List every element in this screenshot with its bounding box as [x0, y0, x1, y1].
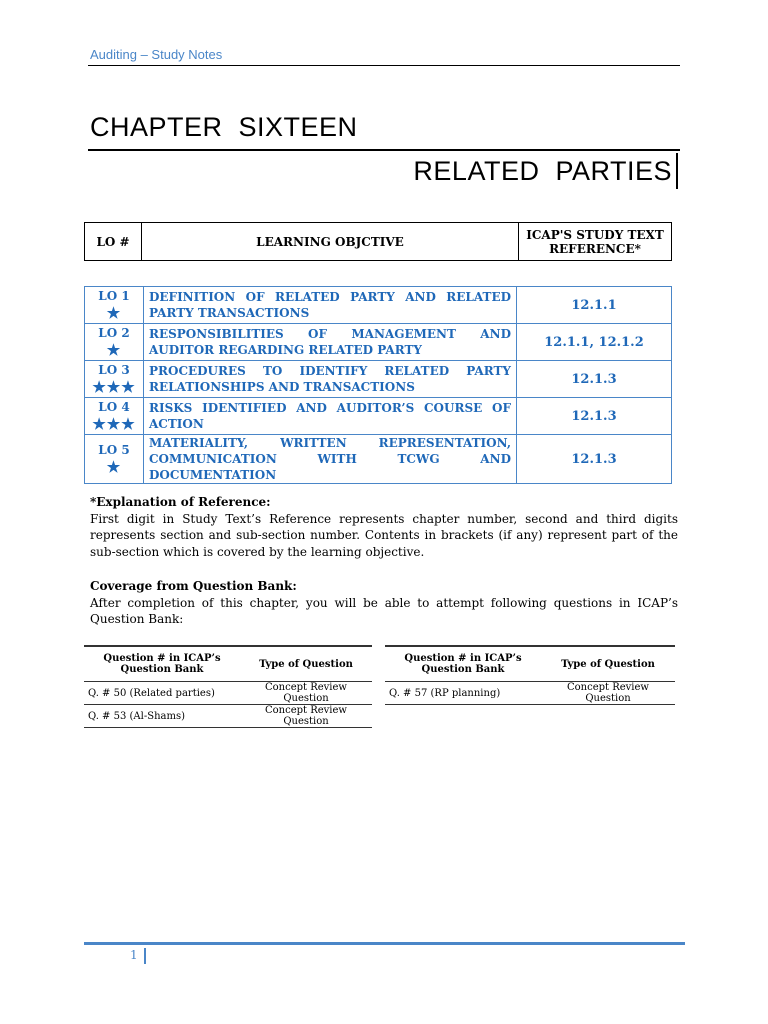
reference-cell: 12.1.3 [517, 435, 672, 484]
page-number: 1 [130, 948, 146, 964]
table-row [84, 682, 372, 705]
explanation-section [90, 494, 678, 560]
objective-cell: MATERIALITY, WRITTEN REPRESENTATION, COMMUNICATION WITH TCWG AND DOCUMENTATION [144, 435, 517, 484]
question-cell: Q. # 50 (Related parties) [84, 682, 240, 705]
coverage-section [90, 578, 678, 628]
question-column-header: Question # in ICAP’s Question Bank [385, 646, 541, 682]
reference-cell: 12.1.1, 12.1.2 [517, 324, 672, 361]
star-icon: ★★★ [92, 415, 136, 433]
star-icon: ★ [106, 458, 122, 476]
reference-cell: 12.1.3 [517, 398, 672, 435]
question-cell: Q. # 53 (Al-Shams) [84, 705, 240, 728]
reference-column-header: ICAP'S STUDY TEXT REFERENCE* [519, 223, 672, 261]
type-column-header: Type of Question [541, 646, 675, 682]
lo-cell [85, 398, 144, 435]
coverage-heading: Coverage from Question Bank: [90, 579, 297, 593]
table-row [385, 682, 675, 705]
header-rule [88, 65, 680, 66]
lo-column-header: LO # [85, 223, 142, 261]
reference-cell: 12.1.1 [517, 287, 672, 324]
explanation-text: First digit in Study Text’s Reference represents chapter number, second and third digits represents section and sub-section number. Contents in brackets (if any) represent part of the sub-section which is covered by the learning objective. [90, 511, 678, 559]
question-bank-table-left [84, 645, 372, 728]
explanation-heading: *Explanation of Reference: [90, 495, 271, 509]
objective-column-header: LEARNING OBJCTIVE [142, 223, 519, 261]
table-row [85, 435, 672, 484]
objective-cell: RESPONSIBILITIES OF MANAGEMENT AND AUDITOR REGARDING RELATED PARTY [144, 324, 517, 361]
lo-number: LO 1 [98, 289, 130, 303]
question-bank-table-right [385, 645, 675, 705]
objective-cell: DEFINITION OF RELATED PARTY AND RELATED PARTY TRANSACTIONS [144, 287, 517, 324]
table-row [85, 361, 672, 398]
lo-cell [85, 435, 144, 484]
table-row [85, 398, 672, 435]
learning-objectives-table [84, 286, 672, 484]
lo-cell [85, 324, 144, 361]
running-header: Auditing – Study Notes [90, 47, 223, 62]
coverage-text: After completion of this chapter, you will be able to attempt following questions in ICAP’s Question Bank: [90, 595, 678, 626]
reference-cell: 12.1.3 [517, 361, 672, 398]
question-cell: Q. # 57 (RP planning) [385, 682, 541, 705]
lo-cell [85, 361, 144, 398]
lo-number: LO 2 [98, 326, 130, 340]
footer-rule [84, 942, 685, 945]
lo-number: LO 3 [98, 363, 130, 377]
table-row [84, 705, 372, 728]
type-cell: Concept Review Question [240, 705, 372, 728]
lo-cell [85, 287, 144, 324]
type-cell: Concept Review Question [541, 682, 675, 705]
objective-cell: RISKS IDENTIFIED AND AUDITOR’S COURSE OF ACTION [144, 398, 517, 435]
table-row [85, 324, 672, 361]
star-icon: ★★★ [92, 378, 136, 396]
chapter-number: CHAPTER SIXTEEN [90, 112, 358, 142]
lo-number: LO 5 [98, 443, 130, 457]
lo-header-table [84, 222, 672, 261]
table-row [85, 287, 672, 324]
type-cell: Concept Review Question [240, 682, 372, 705]
objective-cell: PROCEDURES TO IDENTIFY RELATED PARTY RELATIONSHIPS AND TRANSACTIONS [144, 361, 517, 398]
chapter-title: RELATED PARTIES [413, 153, 678, 189]
star-icon: ★ [106, 341, 122, 359]
question-column-header: Question # in ICAP’s Question Bank [84, 646, 240, 682]
lo-number: LO 4 [98, 400, 130, 414]
chapter-rule [88, 149, 680, 151]
type-column-header: Type of Question [240, 646, 372, 682]
star-icon: ★ [106, 304, 122, 322]
